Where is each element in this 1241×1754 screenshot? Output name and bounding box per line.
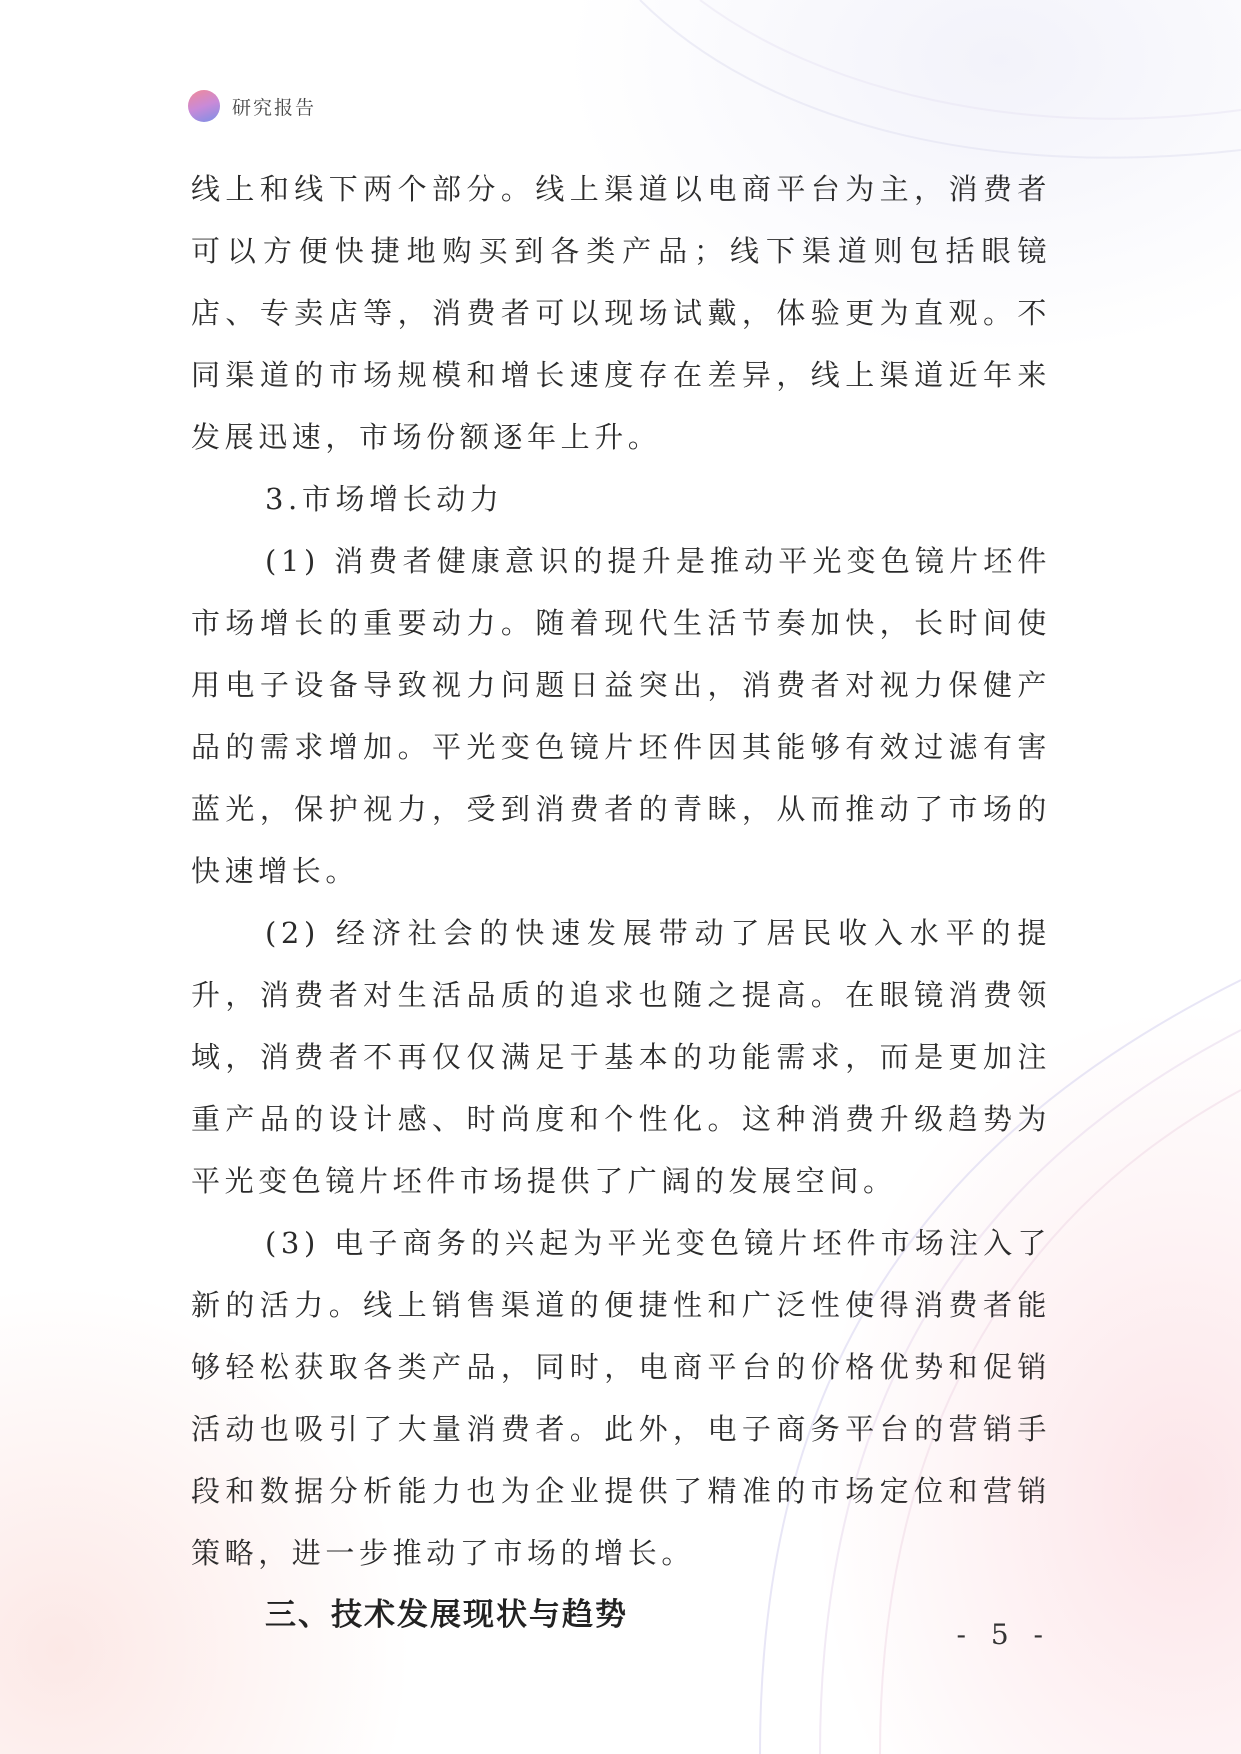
section-heading-technology: 三、技术发展现状与趋势: [265, 1597, 628, 1633]
page-number: - 5 -: [956, 1618, 1051, 1651]
paragraph-health-awareness: (1) 消费者健康意识的提升是推动平光变色镜片坯件市场增长的重要动力。随着现代生活节奏加快，长时间使用电子设备导致视力问题日益突出，消费者对视力保健产品的需求增加。平光变色镜片坯件因其能够有效过滤有害蓝光，保护视力，受到消费者的青睐，从而推动了市场的快速增长。: [191, 544, 1051, 888]
paragraph-ecommerce: (3) 电子商务的兴起为平光变色镜片坯件市场注入了新的活力。线上销售渠道的便捷性和广泛性使得消费者能够轻松获取各类产品，同时，电商平台的价格优势和促销活动也吸引了大量消费者。此外，电子商务平台的营销手段和数据分析能力也为企业提供了精准的市场定位和营销策略，进一步推动了市场的增长。: [191, 1226, 1051, 1570]
document-body: [191, 158, 1051, 1646]
subheading-growth-drivers: 3.市场增长动力: [265, 482, 504, 516]
header-label: 研究报告: [232, 96, 317, 119]
paragraph-consumption-upgrade: (2) 经济社会的快速发展带动了居民收入水平的提升，消费者对生活品质的追求也随之提高。在眼镜消费领域，消费者不再仅仅满足于基本的功能需求，而是更加注重产品的设计感、时尚度和个性化。这种消费升级趋势为平光变色镜片坯件市场提供了广阔的发展空间。: [191, 916, 1051, 1198]
report-logo-icon: [188, 90, 220, 122]
paragraph-channels: 线上和线下两个部分。线上渠道以电商平台为主，消费者可以方便快捷地购买到各类产品；线下渠道则包括眼镜店、专卖店等，消费者可以现场试戴，体验更为直观。不同渠道的市场规模和增长速度存在差异，线上渠道近年来发展迅速，市场份额逐年上升。: [191, 172, 1051, 454]
report-header: [188, 90, 316, 122]
